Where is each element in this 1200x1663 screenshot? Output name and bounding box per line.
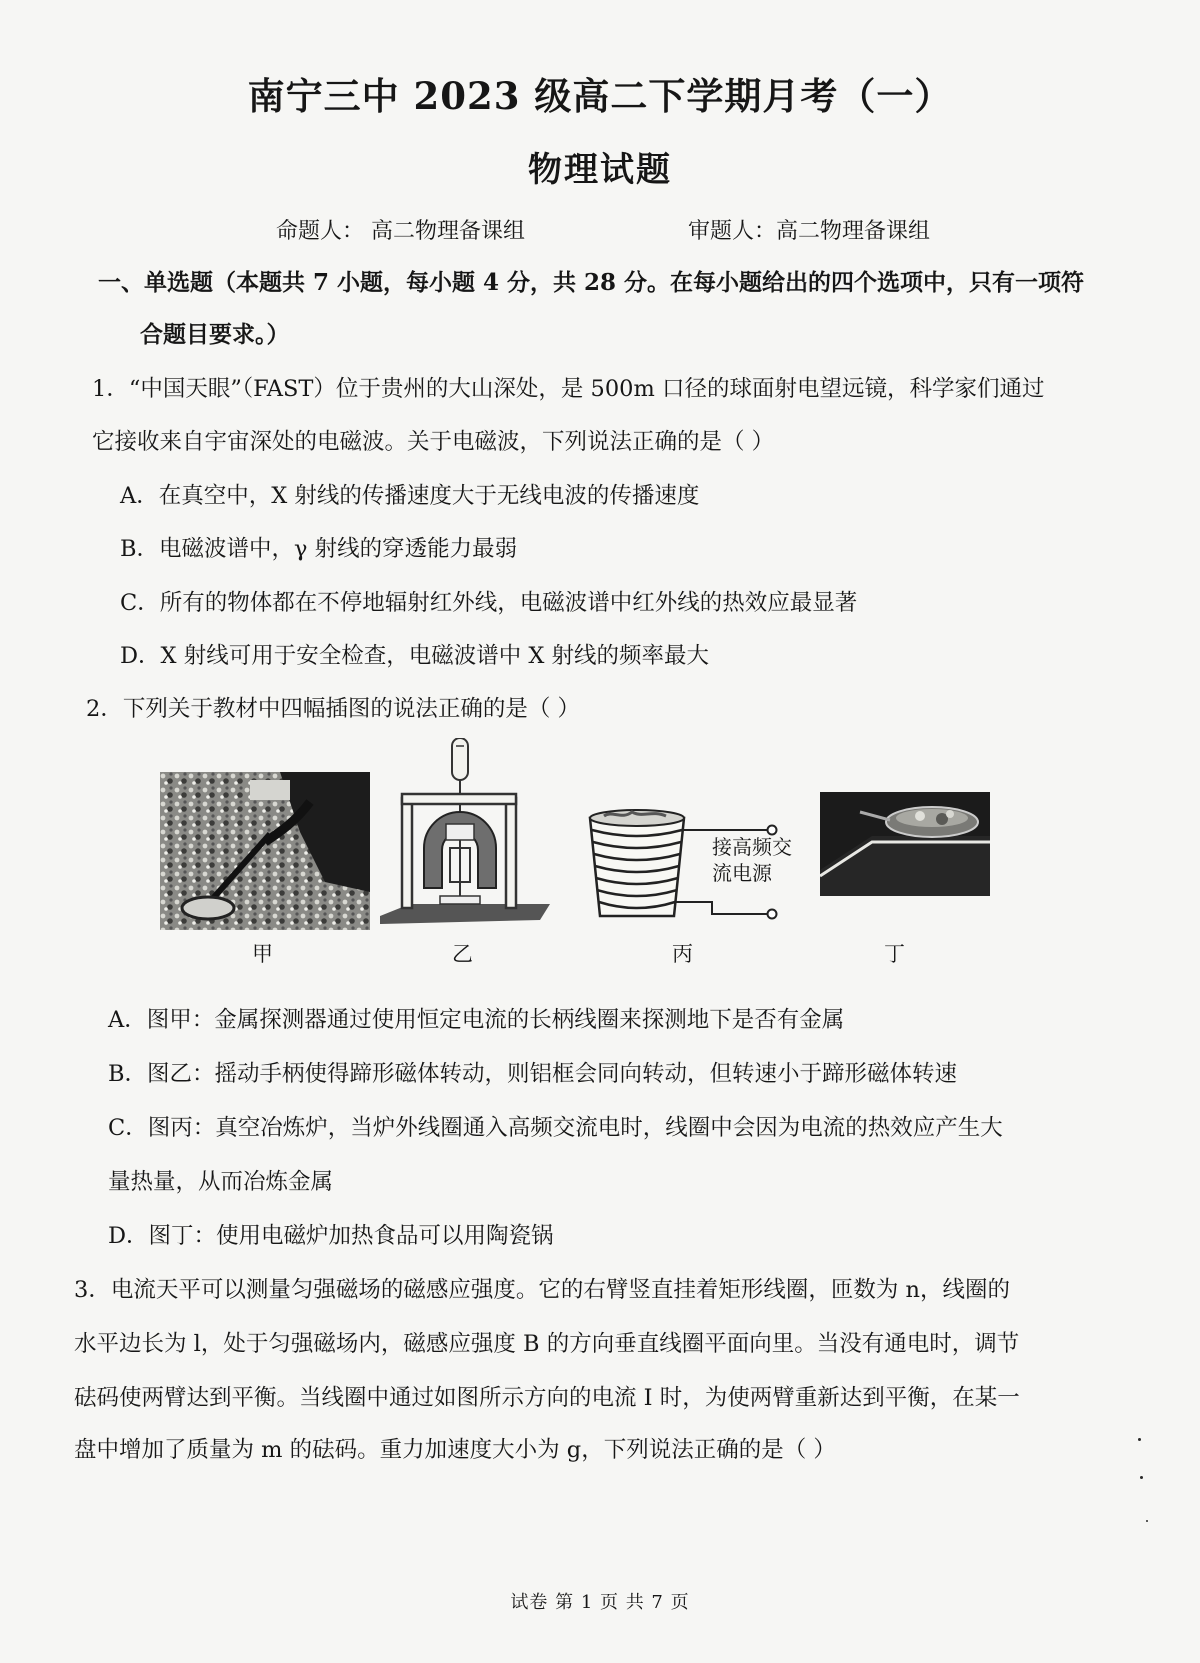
induction-cooker-photo <box>820 792 990 896</box>
section-heading-line1: 一、单选题（本题共 7 小题，每小题 4 分，共 28 分。在每小题给出的四个选项中，只有一项符 <box>98 269 1085 296</box>
scan-speck <box>1138 1438 1141 1441</box>
figure-label-yi: 乙 <box>452 942 473 966</box>
exam-title: 南宁三中 2023 级高二下学期月考（一） <box>247 74 953 118</box>
q1-stem-line1: 1．“中国天眼”（FAST）位于贵州的大山深处，是 500m 口径的球面射电望远镜，科学家们通过 <box>92 376 1045 402</box>
q3-stem-line1: 3．电流天平可以测量匀强磁场的磁感应强度。它的右臂竖直挂着矩形线圈，匝数为 n，线圈的 <box>74 1277 1010 1303</box>
scan-speck <box>1146 1520 1148 1522</box>
page-footer: 试卷 第 1 页 共 7 页 <box>510 1592 690 1613</box>
q2-option-a: A．图甲：金属探测器通过使用恒定电流的长柄线圈来探测地下是否有金属 <box>108 1007 845 1033</box>
exam-subtitle: 物理试题 <box>528 150 672 190</box>
q1-option-d: D．X 射线可用于安全检查，电磁波谱中 X 射线的频率最大 <box>120 643 710 669</box>
question-setter: 命题人： 高二物理备课组 <box>276 219 525 244</box>
q1-option-b: B．电磁波谱中，γ 射线的穿透能力最弱 <box>120 536 518 562</box>
horseshoe-magnet-diagram <box>380 738 550 930</box>
q1-stem-line2: 它接收来自宇宙深处的电磁波。关于电磁波，下列说法正确的是（ ） <box>92 429 775 455</box>
q2-option-d: D．图丁：使用电磁炉加热食品可以用陶瓷锅 <box>108 1223 554 1249</box>
furnace-power-label-line2: 流电源 <box>712 861 772 885</box>
furnace-power-label-line1: 接高频交 <box>712 835 792 859</box>
q1-option-a: A．在真空中，X 射线的传播速度大于无线电波的传播速度 <box>120 483 700 509</box>
figure-ding-induction-cooker <box>820 792 990 896</box>
q2-option-b: B．图乙：摇动手柄使得蹄形磁体转动，则铝框会同向转动，但转速小于蹄形磁体转速 <box>108 1061 958 1087</box>
q3-stem-line2: 水平边长为 l，处于匀强磁场内，磁感应强度 B 的方向垂直线圈平面向里。当没有通电时，调节 <box>74 1331 1020 1357</box>
furnace-power-label <box>712 834 812 886</box>
figure-label-bing: 丙 <box>672 942 693 966</box>
q2-option-c-line1: C．图丙：真空冶炼炉，当炉外线圈通入高频交流电时，线圈中会因为电流的热效应产生大 <box>108 1115 1003 1141</box>
metal-detector-photo <box>160 772 370 930</box>
q2-stem: 2．下列关于教材中四幅插图的说法正确的是（ ） <box>86 696 580 722</box>
figure-jia-metal-detector <box>160 772 370 930</box>
scan-speck <box>1140 1476 1143 1479</box>
figure-yi-magnet-apparatus <box>380 738 550 930</box>
figure-label-jia: 甲 <box>252 942 273 966</box>
question-reviewer: 审题人：高二物理备课组 <box>688 219 931 244</box>
q3-stem-line3: 砝码使两臂达到平衡。当线圈中通过如图所示方向的电流 I 时，为使两臂重新达到平衡，在某一 <box>74 1385 1020 1411</box>
q1-option-c: C．所有的物体都在不停地辐射红外线，电磁波谱中红外线的热效应最显著 <box>120 590 858 616</box>
q3-stem-line4: 盘中增加了质量为 m 的砝码。重力加速度大小为 g，下列说法正确的是（ ） <box>74 1437 836 1463</box>
section-heading-line2: 合题目要求。） <box>140 321 290 348</box>
figure-label-ding: 丁 <box>884 942 905 966</box>
q2-option-c-line2: 量热量，从而冶炼金属 <box>108 1169 334 1195</box>
